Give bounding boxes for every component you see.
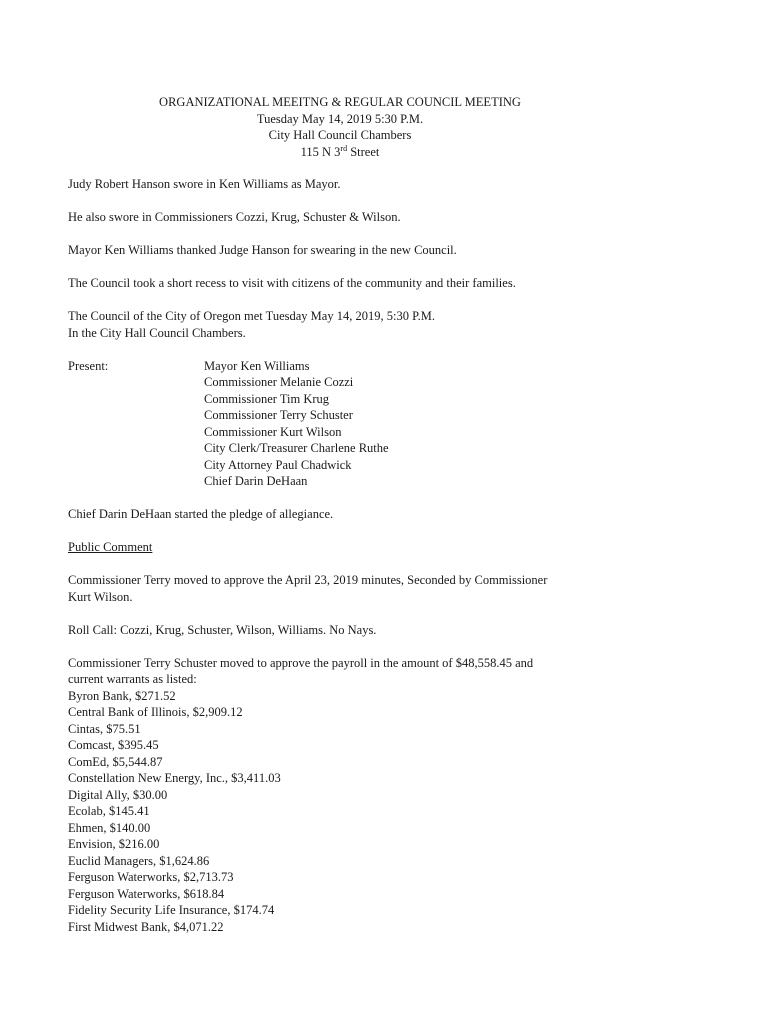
warrant-item: Cintas, $75.51 — [68, 721, 141, 736]
address-suffix: Street — [347, 144, 380, 159]
warrant-item: Central Bank of Illinois, $2,909.12 — [68, 705, 243, 719]
warrant-item: Ferguson Waterworks, $618.84 — [68, 886, 225, 901]
address-ordinal-suffix: rd — [340, 143, 348, 153]
present-member: Commissioner Tim Krug — [204, 391, 330, 406]
public-comment-heading: Public Comment — [68, 540, 153, 554]
warrant-item: Envision, $216.00 — [68, 837, 160, 851]
minutes-motion-line-2: Kurt Wilson. — [68, 589, 133, 604]
meeting-title: ORGANIZATIONAL MEEITNG & REGULAR COUNCIL MEETING — [159, 95, 521, 109]
attendance-section — [68, 358, 688, 490]
payroll-motion-line-1: Commissioner Terry Schuster moved to approve the payroll in the amount of $48,558.45 and — [68, 655, 534, 670]
meeting-date: Tuesday May 14, 2019 5:30 P.M. — [256, 111, 424, 126]
paragraph-minutes-motion — [68, 572, 688, 605]
paragraph-meeting-convened — [68, 308, 688, 341]
meeting-convened-line-2: In the City Hall Council Chambers. — [68, 325, 246, 340]
warrant-item: Byron Bank, $271.52 — [68, 688, 176, 703]
warrant-item: Digital Ally, $30.00 — [68, 787, 168, 802]
present-list — [204, 358, 389, 490]
meeting-location: City Hall Council Chambers — [268, 128, 412, 142]
present-label: Present: — [68, 358, 109, 373]
paragraph-swearing-commissioners: He also swore in Commissioners Cozzi, Krug, Schuster & Wilson. — [68, 210, 401, 224]
present-member: City Attorney Paul Chadwick — [204, 457, 352, 472]
paragraph-pledge: Chief Darin DeHaan started the pledge of allegiance. — [68, 507, 334, 521]
minutes-motion-line-1: Commissioner Terry moved to approve the April 23, 2019 minutes, Seconded by Commissioner — [68, 573, 548, 587]
present-member: Commissioner Melanie Cozzi — [204, 375, 354, 389]
warrant-item: ComEd, $5,544.87 — [68, 754, 163, 769]
address-prefix: 115 N 3 — [300, 144, 341, 159]
present-member: City Clerk/Treasurer Charlene Ruthe — [204, 441, 389, 455]
warrant-item: Comcast, $395.45 — [68, 738, 159, 752]
paragraph-payroll-motion — [68, 655, 688, 688]
warrant-item: Ehmen, $140.00 — [68, 820, 151, 835]
warrant-item: Ecolab, $145.41 — [68, 804, 150, 818]
meeting-address — [0, 144, 680, 161]
warrants-list — [68, 688, 688, 936]
present-member: Chief Darin DeHaan — [204, 474, 308, 488]
warrant-item: Euclid Managers, $1,624.86 — [68, 853, 210, 868]
warrant-item: Fidelity Security Life Insurance, $174.74 — [68, 903, 275, 917]
paragraph-recess: The Council took a short recess to visit with citizens of the community and their families. — [68, 276, 516, 290]
present-member: Commissioner Terry Schuster — [204, 408, 353, 422]
warrant-item: First Midwest Bank, $4,071.22 — [68, 919, 224, 934]
document-body — [68, 176, 688, 935]
paragraph-thanks: Mayor Ken Williams thanked Judge Hanson for swearing in the new Council. — [68, 243, 457, 257]
meeting-convened-line-1: The Council of the City of Oregon met Tuesday May 14, 2019, 5:30 P.M. — [68, 309, 435, 323]
paragraph-roll-call: Roll Call: Cozzi, Krug, Schuster, Wilson, Williams. No Nays. — [68, 622, 377, 637]
meeting-header — [0, 94, 680, 160]
present-member: Commissioner Kurt Wilson — [204, 424, 342, 439]
present-member: Mayor Ken Williams — [204, 358, 310, 373]
payroll-motion-line-2: current warrants as listed: — [68, 672, 197, 686]
warrant-item: Constellation New Energy, Inc., $3,411.03 — [68, 771, 281, 785]
warrant-item: Ferguson Waterworks, $2,713.73 — [68, 870, 234, 884]
paragraph-swearing-mayor: Judy Robert Hanson swore in Ken Williams as Mayor. — [68, 177, 341, 191]
